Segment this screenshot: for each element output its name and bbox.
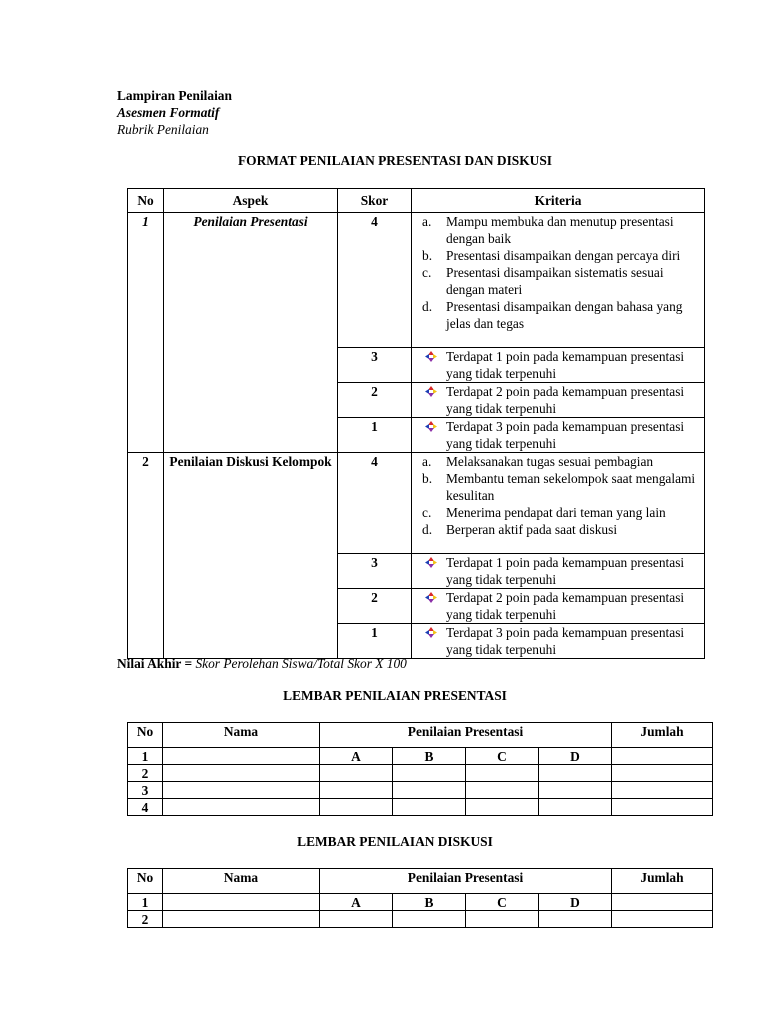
rubric-subtitle: Rubrik Penilaian [117,122,209,137]
name-cell[interactable] [163,765,320,782]
arrow-bullet-icon [422,383,446,417]
final-score-expression: Skor Perolehan Siswa/Total Skor X 100 [195,656,407,671]
sub-header-a: A [320,894,393,911]
table-row [128,782,713,799]
row-no: 1 [128,213,164,453]
sub-header-b: B [393,748,466,765]
criteria-item: c. Menerima pendapat dari teman yang lain [422,505,666,520]
final-score-label: Nilai Akhir = [117,656,193,671]
sub-header-d: D [539,894,612,911]
criteria-item: d. Berperan aktif pada saat diskusi [422,522,618,537]
criteria-item: b. Membantu teman sekelompok saat mengalami kesulitan [422,471,696,503]
col-header-no: No [128,189,164,213]
name-cell[interactable] [163,894,320,911]
criteria-list [412,213,705,348]
score-cell[interactable] [320,765,393,782]
name-cell[interactable] [163,799,320,816]
arrow-bullet-icon [422,554,446,588]
col-header-no: No [128,723,163,748]
total-cell[interactable] [612,894,713,911]
total-cell[interactable] [612,748,713,765]
score-cell[interactable] [320,911,393,928]
sub-header-a: A [320,748,393,765]
row-no: 2 [128,453,164,659]
arrow-bullet-icon [422,418,446,452]
row-number: 3 [128,782,163,799]
rubric-table-title: FORMAT PENILAIAN PRESENTASI DAN DISKUSI [238,153,552,168]
criteria-list [412,453,705,554]
col-header-jumlah: Jumlah [612,869,713,894]
rubric-row [128,213,705,348]
sub-header-c: C [466,894,539,911]
row-number: 2 [128,911,163,928]
presentation-score-table [127,722,713,816]
discussion-score-table [127,868,713,928]
criteria-bullet: Terdapat 3 poin pada kemampuan presentasi yang tidak terpenuhi [412,418,705,453]
score-cell[interactable] [539,765,612,782]
table-row [128,894,713,911]
total-cell[interactable] [612,782,713,799]
score-cell[interactable] [539,911,612,928]
sheet-header-row [128,869,713,894]
score-cell[interactable] [393,782,466,799]
col-header-jumlah: Jumlah [612,723,713,748]
col-header-skor: Skor [338,189,412,213]
criteria-item: a. Mampu membuka dan menutup presentasi dengan baik [422,214,674,246]
row-number: 4 [128,799,163,816]
score-cell[interactable] [539,782,612,799]
row-skor: 1 [338,624,412,659]
appendix-title: Lampiran Penilaian [117,88,232,103]
rubric-row [128,453,705,554]
table-row [128,799,713,816]
assessment-type: Asesmen Formatif [117,105,220,120]
row-number: 1 [128,748,163,765]
row-skor: 3 [338,348,412,383]
score-cell[interactable] [466,911,539,928]
name-cell[interactable] [163,748,320,765]
score-cell[interactable] [539,799,612,816]
sub-header-b: B [393,894,466,911]
presentation-sheet-title: LEMBAR PENILAIAN PRESENTASI [283,688,507,703]
name-cell[interactable] [163,911,320,928]
row-skor: 1 [338,418,412,453]
row-skor: 3 [338,554,412,589]
table-row [128,765,713,782]
score-cell[interactable] [466,799,539,816]
col-header-penilaian: Penilaian Presentasi [320,723,612,748]
criteria-item: d. Presentasi disampaikan dengan bahasa yang jelas dan tegas [422,299,683,331]
final-score-formula [117,655,407,672]
arrow-bullet-icon [422,589,446,623]
total-cell[interactable] [612,911,713,928]
col-header-nama: Nama [163,723,320,748]
criteria-bullet: Terdapat 2 poin pada kemampuan presentasi yang tidak terpenuhi [412,383,705,418]
col-header-aspek: Aspek [164,189,338,213]
sheet-header-row [128,723,713,748]
criteria-item: a. Melaksanakan tugas sesuai pembagian [422,454,654,469]
col-header-kriteria: Kriteria [412,189,705,213]
row-number: 2 [128,765,163,782]
score-cell[interactable] [393,765,466,782]
criteria-bullet: Terdapat 1 poin pada kemampuan presentasi yang tidak terpenuhi [412,554,705,589]
criteria-bullet: Terdapat 1 poin pada kemampuan presentasi yang tidak terpenuhi [412,348,705,383]
rubric-header-row [128,189,705,213]
row-skor: 4 [338,453,412,554]
col-header-nama: Nama [163,869,320,894]
criteria-item: b. Presentasi disampaikan dengan percaya diri [422,248,681,263]
table-row [128,748,713,765]
rubric-table [127,188,705,659]
row-skor: 2 [338,383,412,418]
row-aspek: Penilaian Presentasi [164,213,338,453]
row-skor: 2 [338,589,412,624]
score-cell[interactable] [466,765,539,782]
score-cell[interactable] [393,911,466,928]
score-cell[interactable] [320,799,393,816]
arrow-bullet-icon [422,624,446,658]
criteria-bullet: Terdapat 2 poin pada kemampuan presentasi yang tidak terpenuhi [412,589,705,624]
criteria-bullet: Terdapat 3 poin pada kemampuan presentasi yang tidak terpenuhi [412,624,705,659]
table-row [128,911,713,928]
sub-header-c: C [466,748,539,765]
arrow-bullet-icon [422,348,446,382]
sub-header-d: D [539,748,612,765]
col-header-no: No [128,869,163,894]
name-cell[interactable] [163,782,320,799]
score-cell[interactable] [466,782,539,799]
score-cell[interactable] [320,782,393,799]
discussion-sheet-title: LEMBAR PENILAIAN DISKUSI [297,834,493,849]
total-cell[interactable] [612,765,713,782]
criteria-item: c. Presentasi disampaikan sistematis sesuai dengan materi [422,265,664,297]
score-cell[interactable] [393,799,466,816]
col-header-penilaian: Penilaian Presentasi [320,869,612,894]
row-aspek: Penilaian Diskusi Kelompok [164,453,338,659]
row-number: 1 [128,894,163,911]
total-cell[interactable] [612,799,713,816]
row-skor: 4 [338,213,412,348]
